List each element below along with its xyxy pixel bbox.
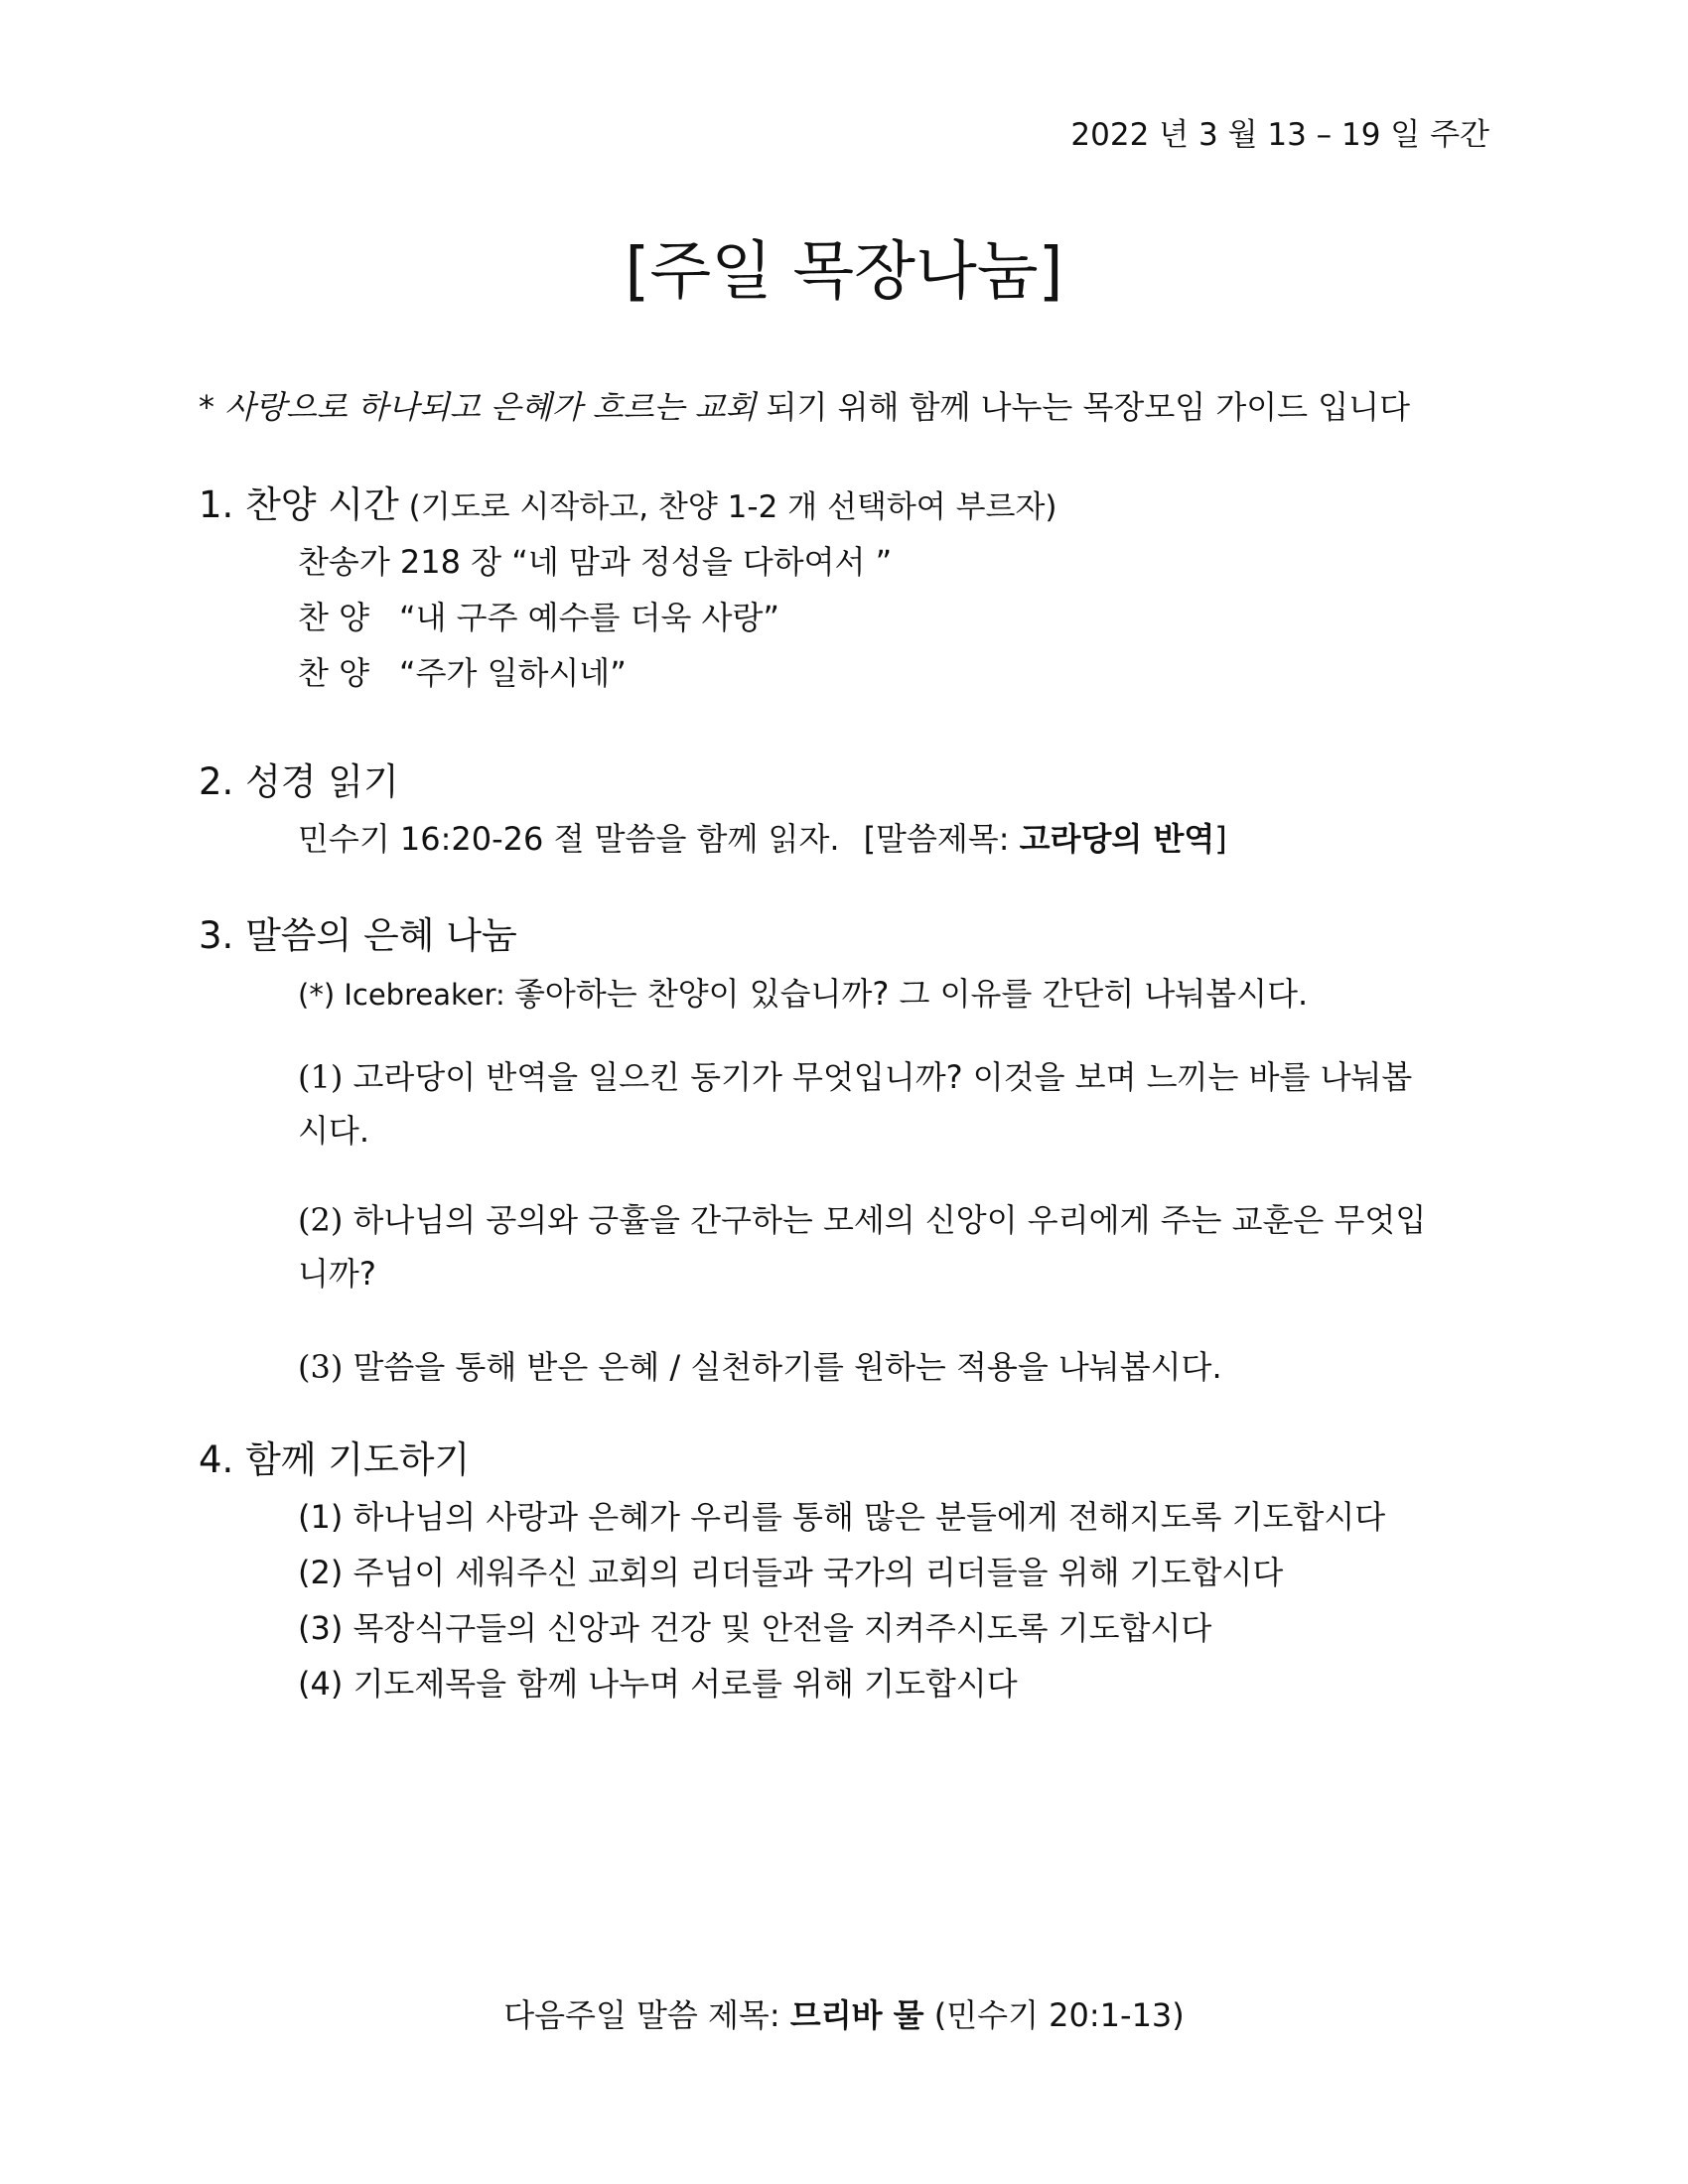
icebreaker-label: (*) Icebreaker:: [298, 978, 514, 1012]
sermon-title: 고라당의 반역: [1019, 820, 1215, 858]
question-number: (3): [298, 1348, 344, 1386]
praise-item: [298, 648, 627, 694]
page-title: [주일 목장나눔]: [625, 235, 1063, 309]
praise-item: [298, 593, 779, 638]
reading-passage: 민수기 16:20-26 절 말씀을 함께 읽자.: [298, 820, 840, 858]
section-praise-heading: [199, 475, 1057, 528]
icebreaker-question: 좋아하는 찬양이 있습니까? 그 이유를 간단히 나눠봅시다.: [514, 975, 1309, 1013]
question-item: [298, 1050, 1440, 1158]
question-item: [298, 1342, 1222, 1388]
section-prayer-heading: 4. 함께 기도하기: [199, 1438, 471, 1481]
hymn-label: 찬송가 218 장: [298, 543, 502, 581]
next-week-sermon: [0, 1990, 1688, 2036]
praise-label: 찬 양: [298, 654, 369, 692]
icebreaker-line: [298, 969, 1308, 1015]
intro-prefix: *: [199, 388, 225, 426]
next-week-title: 므리바 물: [789, 1996, 924, 2034]
prayer-item: (3) 목장식구들의 신앙과 건강 및 안전을 지켜주시도록 기도합시다: [298, 1609, 1212, 1647]
section-praise-title: 1. 찬양 시간: [199, 483, 399, 526]
question-item: [298, 1193, 1440, 1300]
prayer-item: (2) 주님이 세워주신 교회의 리더들과 국가의 리더들을 위해 기도합시다: [298, 1554, 1284, 1591]
question-number: (1): [298, 1058, 344, 1096]
hymn-item: [298, 537, 892, 583]
prayer-item: (4) 기도제목을 함께 나누며 서로를 위해 기도합시다: [298, 1665, 1018, 1703]
section-sharing-heading: 3. 말씀의 은혜 나눔: [199, 914, 517, 957]
sermon-title-prefix: [말씀제목:: [863, 820, 1020, 858]
hymn-title: “네 맘과 정성을 다하여서 ”: [511, 543, 893, 581]
question-text: 고라당이 반역을 일으킨 동기가 무엇입니까? 이것을 보며 느끼는 바를 나눠봅시다.: [298, 1058, 1413, 1150]
intro-rest: 되기 위해 함께 나누는 목장모임 가이드 입니다: [756, 388, 1410, 426]
praise-title: “내 구주 예수를 더욱 사랑”: [399, 599, 779, 636]
question-text: 하나님의 공의와 긍휼을 간구하는 모세의 신앙이 우리에게 주는 교훈은 무엇입니까?: [298, 1201, 1427, 1293]
section-praise-instruction: (기도로 시작하고, 찬양 1-2 개 선택하여 부르자): [398, 489, 1057, 525]
praise-label: 찬 양: [298, 599, 369, 636]
question-text: 말씀을 통해 받은 은혜 / 실천하기를 원하는 적용을 나눠봅시다.: [352, 1348, 1222, 1386]
reading-line: [298, 814, 1227, 860]
sermon-title-suffix: ]: [1214, 820, 1227, 858]
intro-motto: 사랑으로 하나되고 은혜가 흐르는 교회: [224, 388, 757, 426]
week-date: 2022 년 3 월 13 – 19 일 주간: [1070, 117, 1489, 153]
next-week-passage: (민수기 20:1-13): [923, 1996, 1185, 2034]
intro-line: [199, 382, 1410, 428]
question-number: (2): [298, 1201, 344, 1239]
next-week-label: 다음주일 말씀 제목:: [503, 1996, 790, 2034]
praise-title: “주가 일하시네”: [399, 654, 627, 692]
prayer-item: (1) 하나님의 사랑과 은혜가 우리를 통해 많은 분들에게 전해지도록 기도합시다: [298, 1498, 1386, 1536]
section-reading-heading: 2. 성경 읽기: [199, 760, 399, 803]
